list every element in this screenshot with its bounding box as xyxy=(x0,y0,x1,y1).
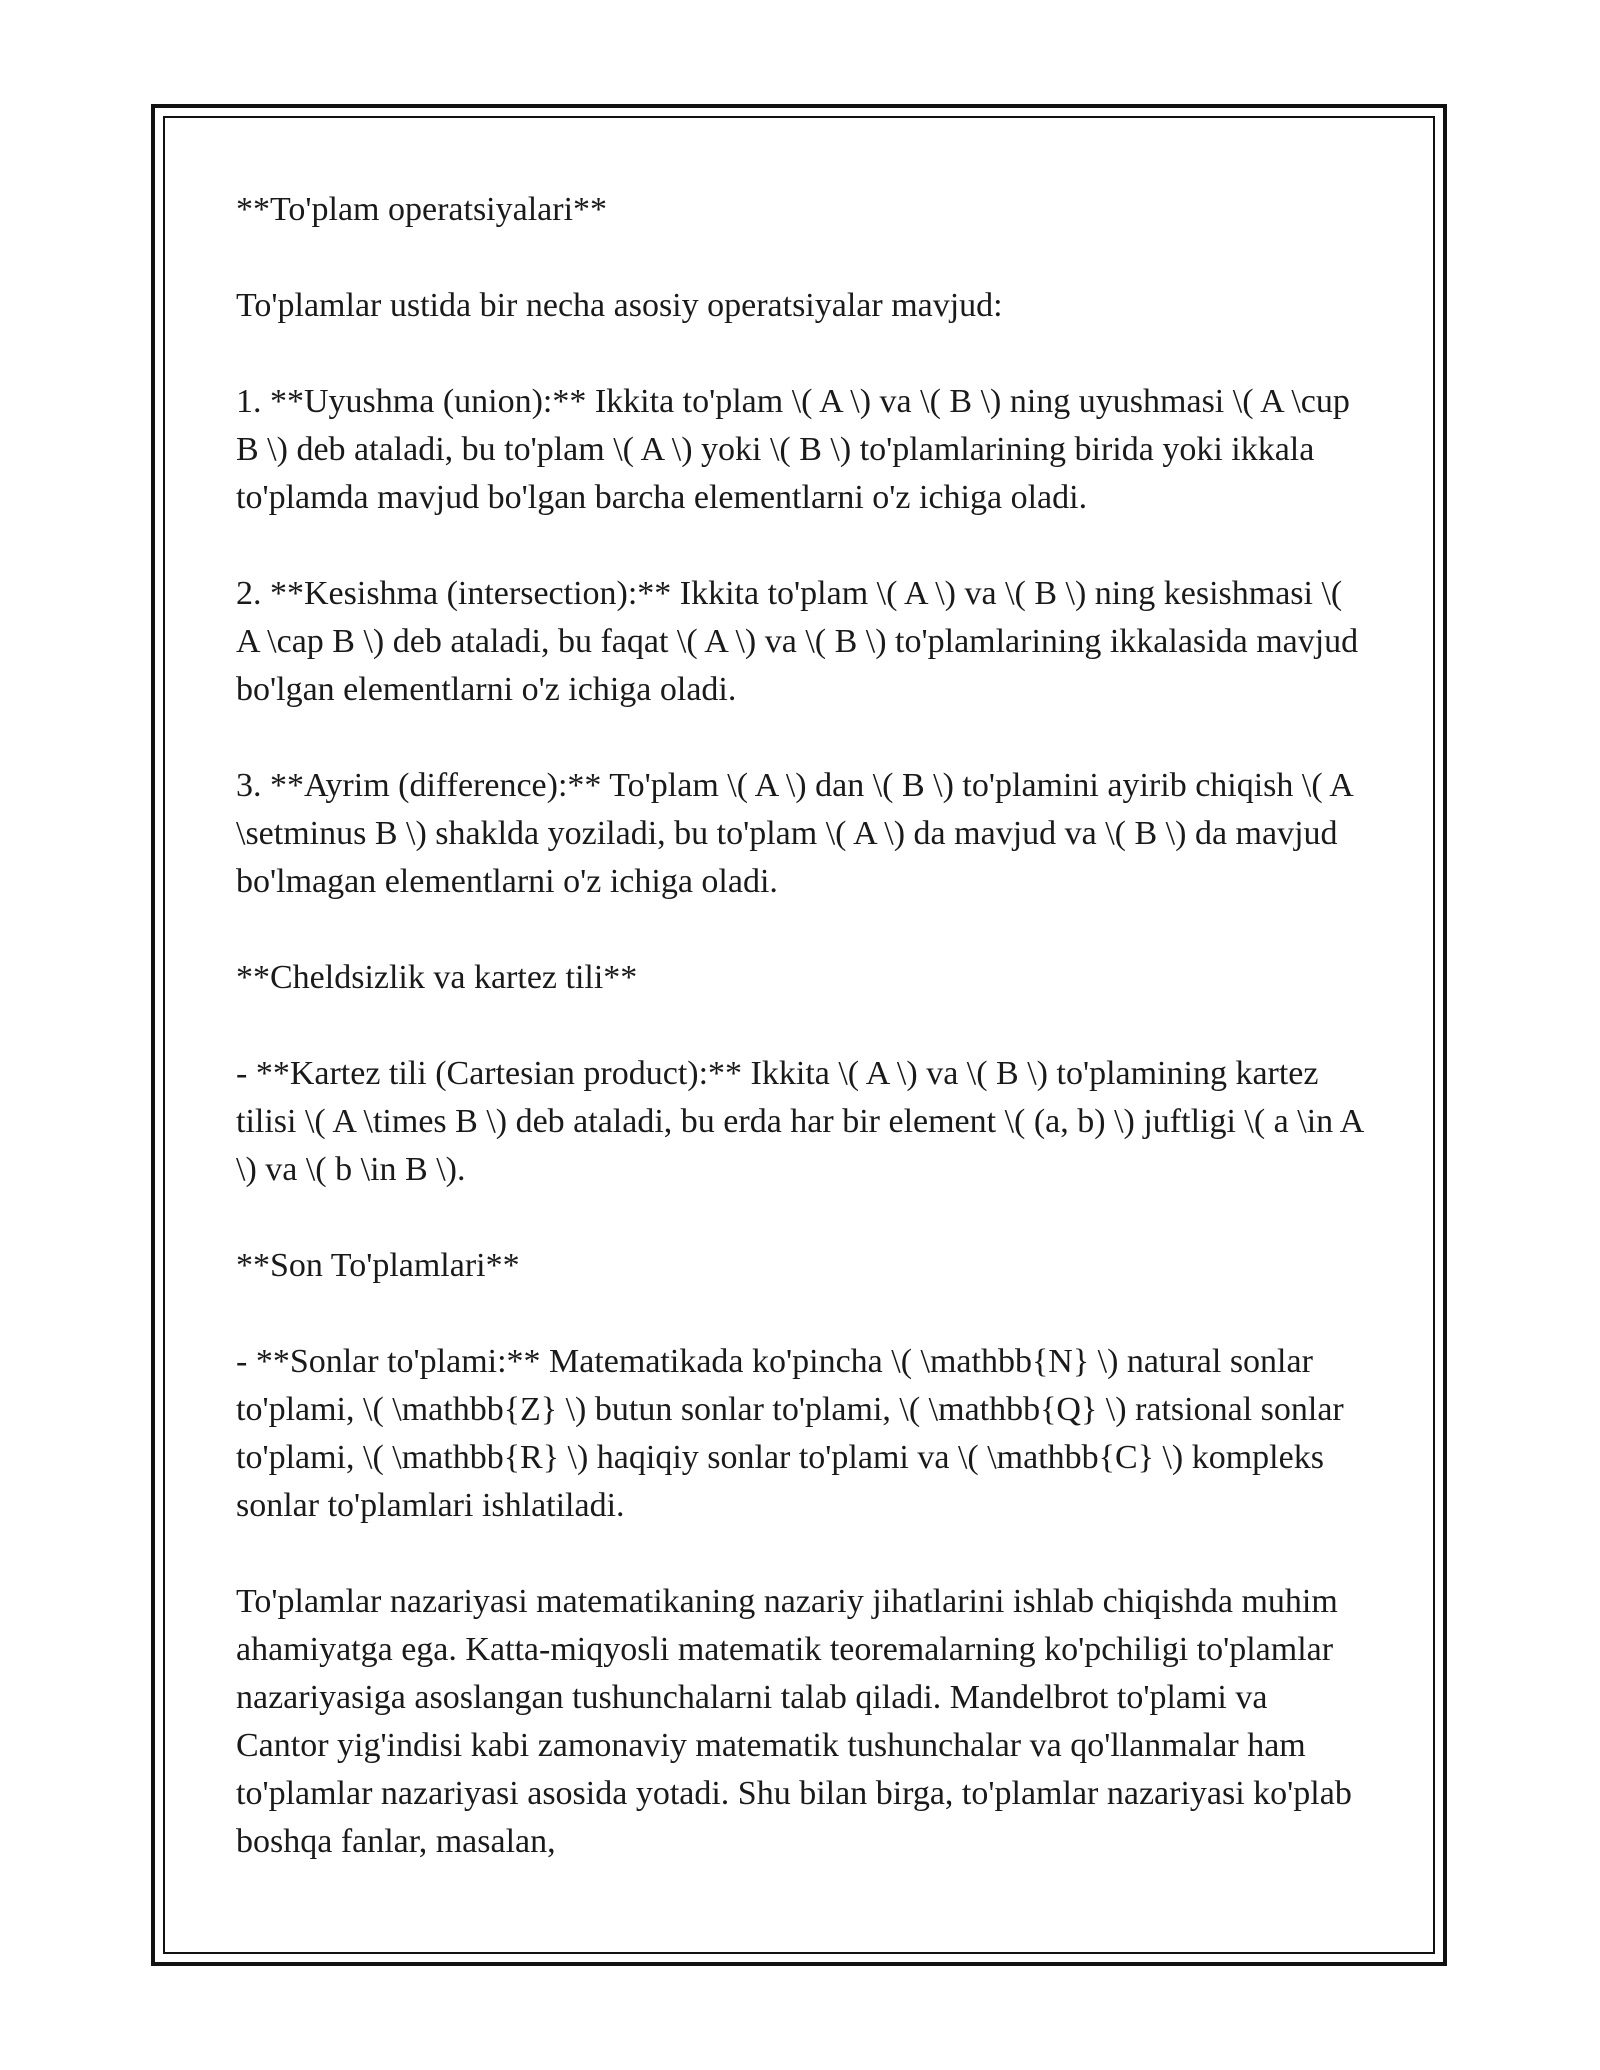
intro-paragraph: To'plamlar ustida bir necha asosiy operatsiyalar mavjud: xyxy=(236,287,1003,324)
list-item-number-sets: - **Sonlar to'plami:** Matematikada ko'pincha \( \mathbb{N} \) natural sonlar to'plami, \( \mathbb{Z} \) butun sonlar to'plami, \( \mathbb{Q} \) ratsional sonlar to'plami, \( \mathbb{R} \) haqiqiy sonlar to'plami va \( \mathbb{C} \) kompleks sonlar to'plamlari ishlatiladi. xyxy=(236,1343,1344,1524)
document-body xyxy=(236,186,1366,1866)
list-item-difference: 3. **Ayrim (difference):** To'plam \( A \) dan \( B \) to'plamini ayirib chiqish \( A \setminus B \) shaklda yoziladi, bu to'plam \( A \) da mavjud va \( B \) da mavjud bo'lmagan elementlarni o'z ichiga oladi. xyxy=(236,767,1352,900)
section-heading-cartesian: **Cheldsizlik va kartez tili** xyxy=(236,959,638,996)
section-heading-set-operations: **To'plam operatsiyalari** xyxy=(236,191,608,228)
list-item-union: 1. **Uyushma (union):** Ikkita to'plam \( A \) va \( B \) ning uyushmasi \( A \cup B \) deb ataladi, bu to'plam \( A \) yoki \( B \) to'plamlarining birida yoki ikkala to'plamda mavjud bo'lgan barcha elementlarni o'z ichiga oladi. xyxy=(236,383,1350,516)
closing-paragraph: To'plamlar nazariyasi matematikaning nazariy jihatlarini ishlab chiqishda muhim ahamiyatga ega. Katta-miqyosli matematik teoremalarning ko'pchiligi to'plamlar nazariyasiga asoslangan tushunchalarni talab qiladi. Mandelbrot to'plami va Cantor yig'indisi kabi zamonaviy matematik tushunchalar va qo'llanmalar ham to'plamlar nazariyasi asosida yotadi. Shu bilan birga, to'plamlar nazariyasi ko'plab boshqa fanlar, masalan, xyxy=(236,1583,1352,1860)
list-item-intersection: 2. **Kesishma (intersection):** Ikkita to'plam \( A \) va \( B \) ning kesishmasi \( A \cap B \) deb ataladi, bu faqat \( A \) va \( B \) to'plamlarining ikkalasida mavjud bo'lgan elementlarni o'z ichiga oladi. xyxy=(236,575,1359,708)
section-heading-number-sets: **Son To'plamlari** xyxy=(236,1247,520,1284)
list-item-cartesian-product: - **Kartez tili (Cartesian product):** Ikkita \( A \) va \( B \) to'plamining kartez tilisi \( A \times B \) deb ataladi, bu erda har bir element \( (a, b) \) juftligi \( a \in A \) va \( b \in B \). xyxy=(236,1055,1363,1188)
